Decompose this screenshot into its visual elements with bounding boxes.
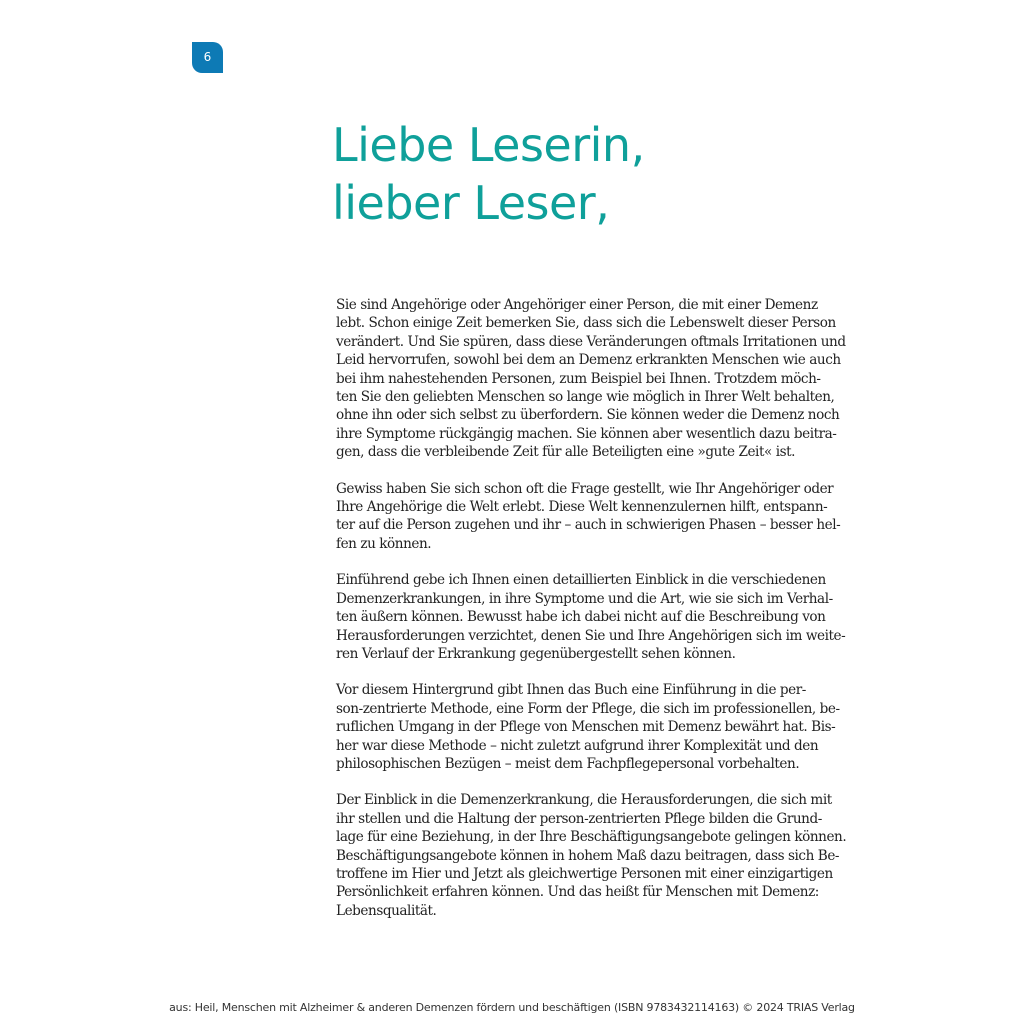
text-line: philosophischen Bezügen – meist dem Fachpflegepersonal vorbehalten. (336, 755, 800, 772)
text-line: ren Verlauf der Erkrankung gegenübergestellt sehen können. (336, 645, 736, 662)
page-number-badge: 6 (192, 42, 223, 73)
text-line: son-zentrierte Methode, eine Form der Pflege, die sich im professionellen, be- (336, 700, 840, 717)
paragraph-4 (336, 681, 840, 773)
text-line: Lebensqualität. (336, 902, 437, 919)
text-line: Vor diesem Hintergrund gibt Ihnen das Buch eine Einführung in die per- (336, 682, 806, 699)
text-line: ten Sie den geliebten Menschen so lange wie möglich in Ihrer Welt behalten, (336, 389, 835, 406)
text-line: Beschäftigungsangebote können in hohem Maß dazu beitragen, dass sich Be- (336, 847, 840, 864)
text-line: Einführend gebe ich Ihnen einen detaillierten Einblick in die verschiedenen (336, 572, 826, 589)
page-heading (332, 116, 892, 232)
text-line: bei ihm nahestehenden Personen, zum Beispiel bei Ihnen. Trotzdem möch- (336, 370, 821, 387)
text-line: ter auf die Person zugehen und ihr – auch in schwierigen Phasen – besser hel- (336, 517, 841, 534)
text-line: fen zu können. (336, 535, 432, 552)
text-line: Persönlichkeit erfahren können. Und das heißt für Menschen mit Demenz: (336, 884, 819, 901)
text-line: gen, dass die verbleibende Zeit für alle Beteiligten eine »gute Zeit« ist. (336, 444, 795, 461)
text-line: Ihre Angehörige die Welt erlebt. Diese Welt kennenzulernen hilft, entspann- (336, 499, 828, 516)
text-line: ihr stellen und die Haltung der person-zentrierten Pflege bilden die Grund- (336, 810, 822, 827)
text-line: ten äußern können. Bewusst habe ich dabei nicht auf die Beschreibung von (336, 609, 826, 626)
text-line: Der Einblick in die Demenzerkrankung, die Herausforderungen, die sich mit (336, 792, 832, 809)
text-line: ihre Symptome rückgängig machen. Sie können aber wesentlich dazu beitra- (336, 425, 837, 442)
text-line: Sie sind Angehörige oder Angehöriger einer Person, die mit einer Demenz (336, 297, 818, 313)
text-line: troffene im Hier und Jetzt als gleichwertige Personen mit einer einzigartigen (336, 865, 833, 882)
paragraph-2 (336, 480, 841, 554)
heading-line-2: lieber Leser, (332, 176, 610, 230)
paragraph-3 (336, 571, 846, 663)
text-line: Leid hervorrufen, sowohl bei dem an Demenz erkrankten Menschen wie auch (336, 352, 841, 369)
paragraph-5 (336, 791, 847, 920)
text-line: lage für eine Beziehung, in der Ihre Beschäftigungsangebote gelingen können. (336, 829, 847, 846)
paragraph-1 (336, 296, 846, 462)
heading-line-1: Liebe Leserin, (332, 118, 645, 172)
text-line: lebt. Schon einige Zeit bemerken Sie, dass sich die Lebenswelt dieser Person (336, 315, 836, 332)
text-line: Gewiss haben Sie sich schon oft die Frage gestellt, wie Ihr Angehöriger oder (336, 480, 834, 497)
body-text (336, 296, 847, 938)
text-line: her war diese Methode – nicht zuletzt aufgrund ihrer Komplexität und den (336, 737, 819, 754)
text-line: ruflichen Umgang in der Pflege von Menschen mit Demenz bewährt hat. Bis- (336, 719, 836, 736)
source-footer: aus: Heil, Menschen mit Alzheimer & anderen Demenzen fördern und beschäftigen (ISBN 9783432114163) © 2024 TRIAS Verlag (169, 1001, 855, 1014)
text-line: Demenzerkrankungen, in ihre Symptome und die Art, wie sie sich im Verhal- (336, 590, 833, 607)
text-line: verändert. Und Sie spüren, dass diese Veränderungen oftmals Irritationen und (336, 333, 846, 350)
text-line: Herausforderungen verzichtet, denen Sie und Ihre Angehörigen sich im weite- (336, 627, 846, 644)
text-line: ohne ihn oder sich selbst zu überfordern. Sie können weder die Demenz noch (336, 407, 840, 424)
